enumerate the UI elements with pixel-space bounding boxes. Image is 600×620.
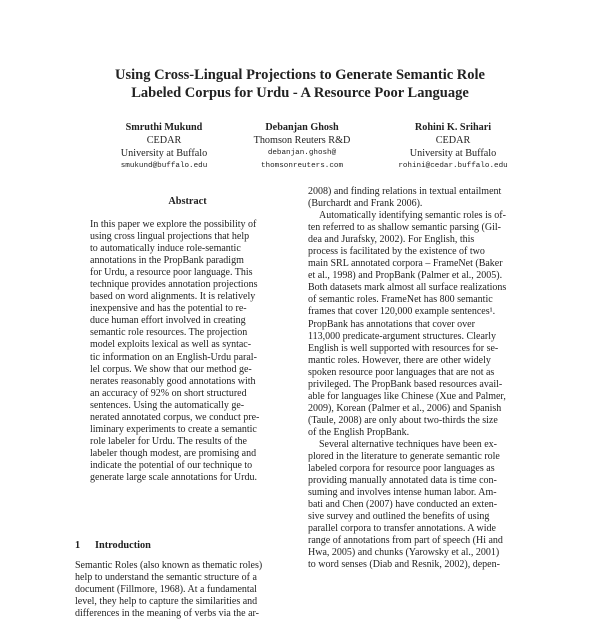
- text-line: frames that cover 120,000 example sentences¹.: [308, 306, 496, 318]
- author-name: Rohini K. Srihari: [414, 122, 492, 133]
- text-line: to automatically induce role-semantic: [90, 243, 241, 255]
- text-line: dea and Jurafsky, 2002). For English, this: [308, 234, 475, 246]
- author-email-part: debanjan.ghosh@: [267, 149, 337, 157]
- text-line: based on word alignments. It is relatively: [90, 291, 256, 303]
- text-line: labeled corpora for resource poor languages as: [308, 463, 495, 475]
- text-line: help to understand the semantic structure of a: [75, 572, 257, 584]
- text-line: In this paper we explore the possibility of: [90, 219, 257, 230]
- author-email: rohini@cedar.buffalo.edu: [398, 162, 508, 170]
- author-email-part: thomsonreuters.com: [260, 162, 344, 170]
- text-line: an accuracy of 92% on short structured: [90, 387, 247, 399]
- section-heading: [75, 540, 151, 551]
- text-line: (Taule, 2008) are only about two-thirds the size: [308, 414, 498, 426]
- text-line: Both datasets mark almost all surface realizations: [308, 282, 507, 294]
- text-line: suming and involves intense human labor. Am-: [308, 487, 497, 499]
- text-line: plored in the literature to generate semantic role: [308, 451, 500, 463]
- text-line: tic information on an English-Urdu paral-: [90, 351, 257, 363]
- text-line: Automatically identifying semantic roles is of-: [319, 210, 506, 222]
- text-line: privileged. The PropBank based resources avail-: [308, 378, 503, 390]
- abstract-heading: Abstract: [168, 196, 207, 207]
- abstract-body: [90, 219, 286, 484]
- text-line: bati and Chen (2007) have conducted an exten-: [308, 499, 498, 511]
- author-affiliation: CEDAR: [146, 135, 182, 146]
- text-line: document (Fillmore, 1968). At a fundamental: [75, 584, 257, 596]
- text-line: sentences. Using the automatically ge-: [90, 399, 245, 411]
- text-line: labeler though modest, are promising and: [90, 447, 257, 459]
- text-line: 2009), Korean (Palmer et al., 2006) and Spanish: [308, 402, 502, 414]
- author-affiliation: Thomson Reuters R&D: [253, 135, 351, 146]
- text-line: of semantic roles. FrameNet has 800 semantic: [308, 294, 493, 306]
- title-line: Using Cross-Lingual Projections to Generate Semantic Role: [115, 67, 485, 83]
- author-institution: University at Buffalo: [120, 148, 208, 159]
- section-title: Introduction: [95, 540, 151, 551]
- text-line: et al., 1998) and PropBank (Palmer et al., 2005).: [308, 270, 503, 282]
- author-2: [232, 121, 372, 173]
- text-line: using cross lingual projections that help: [90, 231, 250, 243]
- text-line: technique provides annotation projections: [90, 279, 258, 291]
- text-line: inexpensive and has the potential to re-: [90, 303, 247, 315]
- text-line: level, they help to capture the similarities and: [75, 596, 258, 608]
- text-line: range of annotations from part of speech (Hi and: [308, 535, 503, 547]
- text-line: Hwa, 2005) and chunks (Yarowsky et al., 2001): [308, 547, 500, 559]
- text-line: (Burchardt and Frank 2006).: [308, 198, 423, 210]
- right-column-body: [308, 186, 531, 572]
- section-number: 1: [75, 540, 81, 551]
- paper-title: [0, 66, 600, 102]
- text-line: parallel corpora to transfer annotations. A wide: [308, 523, 496, 535]
- text-line: ten referred to as shallow semantic parsing (Gil-: [308, 222, 501, 234]
- text-line: 113,000 predicate-argument structures. Clearly: [308, 330, 496, 342]
- text-line: model exploits lexical as well as syntac-: [90, 339, 252, 351]
- author-institution: University at Buffalo: [409, 148, 497, 159]
- text-line: spoken resource poor languages that are not as: [308, 366, 495, 378]
- text-line: duce human effort involved in creating: [90, 315, 246, 327]
- text-line: providing manually annotated data is time con-: [308, 475, 497, 487]
- author-email: smukund@buffalo.edu: [120, 162, 208, 170]
- text-line: nerated annotated corpus, we conduct pre-: [90, 411, 260, 423]
- text-line: for Urdu, a resource poor language. This: [90, 267, 253, 279]
- author-1: [99, 121, 229, 173]
- text-line: lel corpus. We show that our method ge-: [90, 363, 252, 375]
- text-line: to word senses (Diab and Resnik, 2002), depen-: [308, 559, 500, 571]
- text-line: 2008) and finding relations in textual entailment: [308, 186, 502, 197]
- author-3: [378, 121, 528, 173]
- text-line: of the English PropBank.: [308, 426, 410, 438]
- text-line: sive survey and outlined the benefits of using: [308, 511, 490, 523]
- text-line: generate large scale annotations for Urdu.: [90, 471, 257, 483]
- text-line: annotations in the PropBank paradigm: [90, 255, 244, 267]
- text-line: semantic role resources. The projection: [90, 327, 248, 339]
- text-line: indicate the potential of our technique to: [90, 459, 253, 471]
- text-line: process is facilitated by the existence of two: [308, 246, 485, 258]
- text-line: Semantic Roles (also known as thematic roles): [75, 560, 263, 571]
- intro-body: [75, 560, 300, 620]
- text-line: Several alternative techniques have been ex-: [319, 438, 497, 450]
- text-line: main SRL annotated corpora – FrameNet (Baker: [308, 258, 503, 270]
- text-line: PropBank has annotations that cover over: [308, 318, 475, 330]
- text-line: differences in the meaning of verbs via the ar-: [75, 608, 259, 620]
- author-name: Debanjan Ghosh: [265, 122, 339, 133]
- text-line: nerates reasonably good annotations with: [90, 375, 256, 387]
- title-line: Labeled Corpus for Urdu - A Resource Poor Language: [131, 85, 469, 101]
- text-line: liminary experiments to create a semantic: [90, 423, 257, 435]
- text-line: mantic roles. However, there are other widely: [308, 354, 491, 366]
- author-affiliation: CEDAR: [435, 135, 471, 146]
- text-line: able for languages like Chinese (Xue and Palmer,: [308, 390, 506, 402]
- text-line: English is well supported with resources for se-: [308, 342, 499, 354]
- text-line: role labeler for Urdu. The results of the: [90, 435, 247, 447]
- author-name: Smruthi Mukund: [125, 122, 203, 133]
